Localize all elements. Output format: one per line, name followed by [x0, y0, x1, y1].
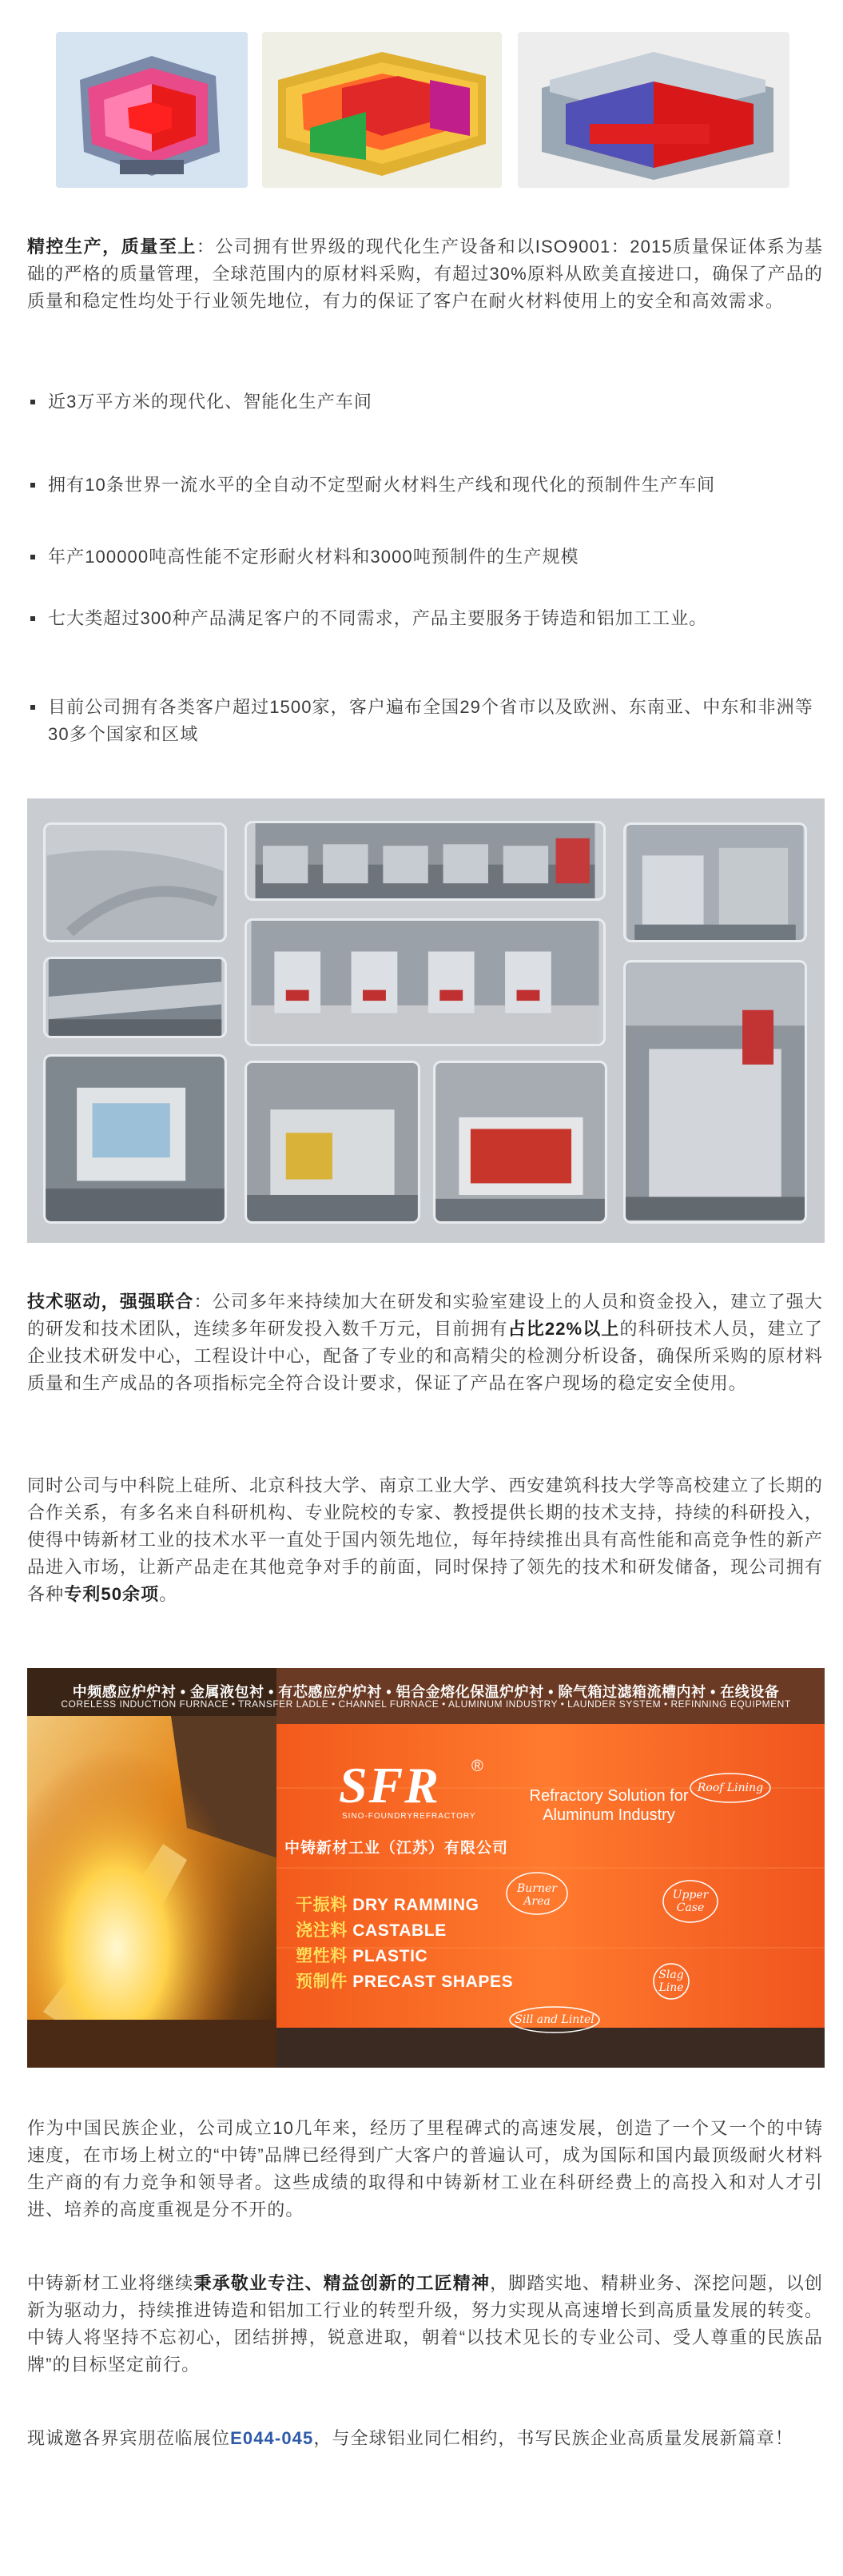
factory-photo	[43, 1054, 227, 1224]
bullet-item: 目前公司拥有各类客户超过1500家，客户遍布全国29个省市以及欧洲、东南亚、中东和非洲等30多个国家和区域	[27, 694, 823, 748]
quality-body: ：公司拥有世界级的现代化生产设备和以ISO9001：2015质量保证体系为基础的严格的质量管理，全球范围内的原材料采购，有超过30%原料从欧美直接进口，确保了产品的质量和稳定性均处于行业领先地位，有力的保证了客户在耐火材料使用上的安全和高效需求。	[27, 237, 823, 311]
cooperation-body: 同时公司与中科院上硅所、北京科技大学、南京工业大学、西安建筑科技大学等高校建立了长期的合作关系，有多名来自科研机构、专业院校的专家、教授提供长期的技术支持，持续的科研投入，使得中铸新材工业的技术水平一直处于国内领先地位，每年持续推出具有高性能和高竞争性的新产品进入市场，让新产品走在其他竞争对手的前面，同时保持了领先的技术和研发储备，现公司拥有各种	[27, 1475, 823, 1604]
annotation-roof-lining: Roof Lining	[697, 1782, 764, 1794]
product-en: PRECAST SHAPES	[352, 1973, 514, 1991]
factory-photo-collage	[27, 798, 825, 1243]
product-en: PLASTIC	[352, 1947, 428, 1965]
bullet-item: 年产100000吨高性能不定形耐火材料和3000吨预制件的生产规模	[27, 543, 823, 571]
craftsmanship-body-a: 中铸新材工业将继续	[27, 2273, 194, 2293]
banner-product-range-cn: 中频感应炉炉衬 • 金属液包衬 • 有芯感应炉炉衬 • 铝合金熔化保温炉炉衬 • 除气箱过滤箱流槽内衬 • 在线设备	[72, 1684, 780, 1700]
annotation-sill-lintel: Sill and Lintel	[515, 2013, 594, 2026]
product-cn: 浇注料	[296, 1921, 348, 1940]
product-cn: 预制件	[296, 1973, 348, 1991]
brand-paragraph: 作为中国民族企业，公司成立10几年来，经历了里程碑式的高速发展，创造了一个又一个的中铸速度，在市场上树立的“中铸”品牌已经得到广大客户的普遍认可，成为国际和国内最顶级耐火材料生产商的有力竞争和领导者。这些成绩的取得和中铸新材工业在科研经费上的高投入和对人才引进、培养的高度重视是分不开的。	[27, 2118, 823, 2220]
invitation-body-b: ，与全球铝业同仁相约，书写民族企业高质量发展新篇章！	[313, 2428, 793, 2448]
factory-photo	[245, 821, 606, 901]
registered-mark: ®	[471, 1758, 483, 1775]
factory-photo	[433, 1061, 607, 1224]
product-cn: 塑性料	[296, 1947, 348, 1965]
technology-body-b: 的科研技术人员，建立了企业技术研发中心，工程设计中心，配备了专业的和高精尖的检测分析设备，确保所采购的原材料质量和生产成品的各项指标完全符合设计要求，保证了产品在客户现场的稳定安全使用。	[27, 1319, 823, 1393]
annotation-burner-area: Burner Area	[517, 1882, 557, 1908]
annotation-upper-case: Upper Case	[672, 1889, 709, 1914]
craftsmanship-body-b: ，脚踏实地、精耕业务、深挖问题，以创新为驱动力，持续推进铸造和铝加工行业的转型升级，努力实现从高速增长到高质量发展的转变。中铸人将坚持不忘初心，团结拼搏，锐意进取，朝着“以技术见长的专业公司、受人尊重的民族品牌”的目标坚定前行。	[27, 2273, 823, 2375]
furnace-renders-row	[56, 32, 789, 192]
bullet-item: 七大类超过300种产品满足客户的不同需求，产品主要服务于铸造和铝加工工业。	[27, 605, 823, 632]
factory-photo	[43, 822, 227, 942]
bullet-item: 拥有10条世界一流水平的全自动不定型耐火材料生产线和现代化的预制件生产车间	[27, 472, 823, 499]
invitation-body-a: 现诚邀各界宾朋莅临展位	[27, 2428, 231, 2448]
product-en: CASTABLE	[352, 1921, 447, 1940]
factory-photo	[43, 957, 227, 1038]
banner-tagline: Refractory Solution for Aluminum Industry	[529, 1787, 689, 1824]
technology-lead: 技术驱动，强强联合	[27, 1292, 194, 1312]
banner-product-range-en: CORELESS INDUCTION FURNACE • TRANSFER LADLE • CHANNEL FURNACE • ALUMINUM INDUSTRY • LAUNDER SYSTEM • REFINNING EQUIPMENT	[61, 1698, 791, 1710]
annotation-outlines	[27, 1668, 825, 2068]
booth-number: E044-045	[230, 2428, 314, 2448]
technology-body-a: ：公司多年来持续加大在研发和实验室建设上的人员和资金投入，建立了强大的研发和技术团队，连续多年研发投入数千万元，目前拥有	[27, 1292, 823, 1339]
factory-photo	[245, 1061, 420, 1224]
cooperation-paragraph	[27, 1472, 823, 1608]
trough-render-image	[262, 32, 502, 188]
quality-lead: 精控生产，质量至上	[27, 237, 197, 257]
sfr-logo: SFR	[339, 1757, 440, 1814]
factory-photo	[623, 822, 807, 942]
ladle-render-image	[56, 32, 248, 188]
factory-photo	[245, 918, 606, 1046]
product-banner	[27, 1668, 825, 2068]
annotation-slag-line: Slag Line	[658, 1969, 684, 1994]
melting-furnace-render-image	[518, 32, 789, 188]
craftsmanship-highlight: 秉承敬业专注、精益创新的工匠精神	[193, 2273, 491, 2293]
technology-paragraph	[27, 1288, 823, 1397]
bullet-item: 近3万平方米的现代化、智能化生产车间	[27, 388, 823, 416]
patent-highlight: 专利50余项	[64, 1584, 160, 1604]
product-cn: 干振料	[296, 1896, 348, 1914]
invitation-paragraph	[27, 2425, 823, 2452]
technology-highlight: 占比22%以上	[507, 1319, 620, 1339]
quality-paragraph	[27, 233, 823, 315]
factory-photo	[623, 960, 807, 1224]
company-name: 中铸新材工业（江苏）有限公司	[284, 1840, 509, 1857]
logo-subtitle: SINO-FOUNDRYREFRACTORY	[342, 1812, 476, 1821]
product-en: DRY RAMMING	[352, 1896, 479, 1914]
craftsmanship-paragraph	[27, 2270, 823, 2379]
cooperation-end: 。	[159, 1584, 178, 1604]
